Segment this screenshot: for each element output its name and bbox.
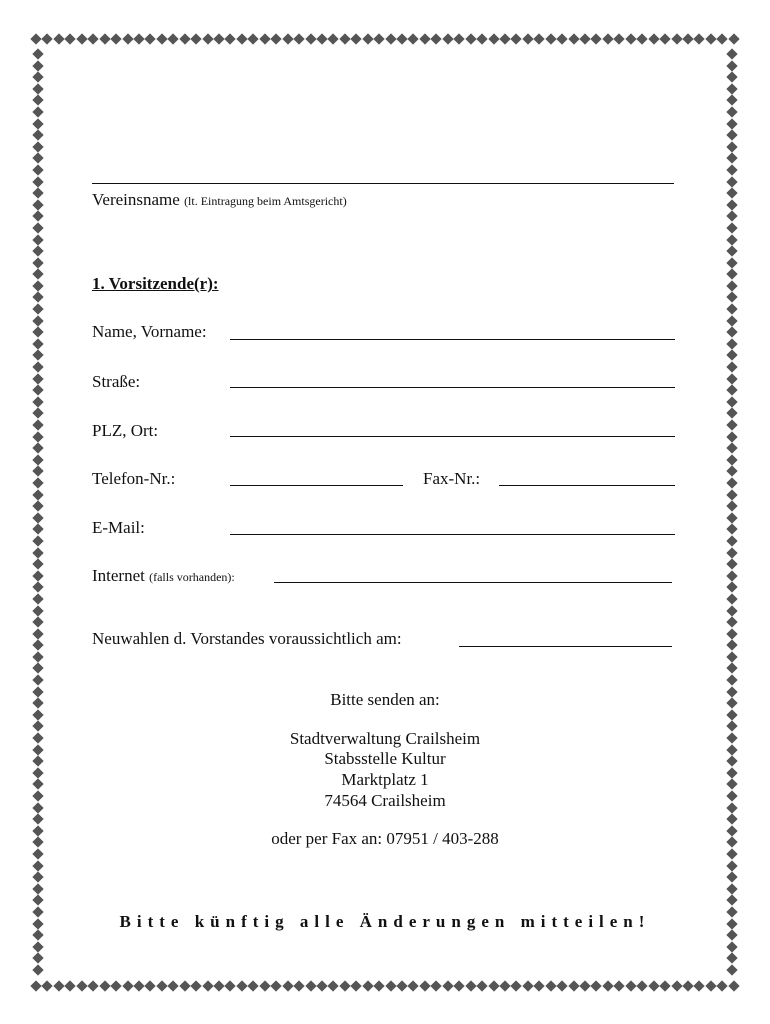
- border-diamond: [511, 980, 522, 991]
- border-diamond: [32, 176, 43, 187]
- border-diamond: [32, 512, 43, 523]
- border-diamond: [42, 980, 53, 991]
- internet-field[interactable]: [274, 582, 672, 583]
- fax-field[interactable]: [499, 485, 675, 486]
- border-diamond: [76, 980, 87, 991]
- border-diamond: [76, 33, 87, 44]
- street-field[interactable]: [230, 387, 675, 388]
- street-label: Straße:: [92, 372, 141, 391]
- border-diamond: [32, 895, 43, 906]
- border-diamond: [32, 489, 43, 500]
- border-diamond: [534, 980, 545, 991]
- border-diamond: [32, 164, 43, 175]
- border-diamond: [726, 60, 737, 71]
- border-diamond: [145, 980, 156, 991]
- phone-field[interactable]: [230, 485, 403, 486]
- border-diamond: [32, 616, 43, 627]
- border-diamond: [726, 199, 737, 210]
- border-diamond: [726, 709, 737, 720]
- border-diamond: [110, 33, 121, 44]
- border-diamond: [454, 33, 465, 44]
- border-diamond: [726, 500, 737, 511]
- border-diamond: [726, 605, 737, 616]
- border-diamond: [156, 33, 167, 44]
- border-diamond: [32, 83, 43, 94]
- border-diamond: [88, 33, 99, 44]
- club-name-label-row: [92, 190, 347, 210]
- border-diamond: [726, 211, 737, 222]
- border-diamond: [99, 980, 110, 991]
- border-diamond: [579, 33, 590, 44]
- border-diamond: [179, 33, 190, 44]
- border-diamond: [614, 33, 625, 44]
- border-diamond: [32, 570, 43, 581]
- border-diamond: [726, 547, 737, 558]
- border-diamond: [726, 48, 737, 59]
- border-diamond: [32, 709, 43, 720]
- border-diamond: [659, 980, 670, 991]
- border-diamond: [442, 33, 453, 44]
- border-diamond: [32, 477, 43, 488]
- border-diamond: [728, 33, 739, 44]
- border-diamond: [373, 980, 384, 991]
- border-diamond: [110, 980, 121, 991]
- border-diamond: [726, 431, 737, 442]
- border-diamond: [591, 980, 602, 991]
- border-diamond: [32, 280, 43, 291]
- border-diamond: [726, 593, 737, 604]
- chair-heading: 1. Vorsitzende(r):: [92, 274, 219, 293]
- border-diamond: [190, 980, 201, 991]
- border-diamond: [465, 980, 476, 991]
- border-diamond: [726, 628, 737, 639]
- border-bottom: [32, 981, 738, 991]
- border-diamond: [385, 33, 396, 44]
- border-diamond: [362, 980, 373, 991]
- border-diamond: [351, 33, 362, 44]
- border-diamond: [32, 338, 43, 349]
- border-diamond: [32, 431, 43, 442]
- border-top: [32, 34, 738, 44]
- border-diamond: [42, 33, 53, 44]
- border-diamond: [454, 980, 465, 991]
- border-diamond: [726, 280, 737, 291]
- border-diamond: [648, 980, 659, 991]
- border-diamond: [556, 980, 567, 991]
- border-diamond: [726, 964, 737, 975]
- border-diamond: [726, 129, 737, 140]
- border-diamond: [328, 980, 339, 991]
- elections-label: Neuwahlen d. Vorstandes voraussichtlich am:: [92, 629, 402, 648]
- border-diamond: [694, 980, 705, 991]
- border-diamond: [32, 466, 43, 477]
- border-diamond: [53, 980, 64, 991]
- border-diamond: [236, 33, 247, 44]
- border-diamond: [488, 33, 499, 44]
- name-field[interactable]: [230, 339, 675, 340]
- border-diamond: [419, 33, 430, 44]
- border-diamond: [726, 327, 737, 338]
- border-diamond: [32, 848, 43, 859]
- border-diamond: [476, 33, 487, 44]
- border-diamond: [726, 83, 737, 94]
- border-diamond: [32, 222, 43, 233]
- border-diamond: [671, 33, 682, 44]
- address-line-4: 74564 Crailsheim: [324, 791, 446, 810]
- border-diamond: [32, 454, 43, 465]
- border-diamond: [726, 489, 737, 500]
- border-diamond: [32, 257, 43, 268]
- border-diamond: [32, 373, 43, 384]
- border-diamond: [32, 408, 43, 419]
- border-diamond: [396, 980, 407, 991]
- border-diamond: [248, 980, 259, 991]
- fax-label: Fax-Nr.:: [423, 469, 481, 488]
- border-diamond: [499, 33, 510, 44]
- club-name-line[interactable]: [92, 183, 674, 184]
- internet-label: Internet: [92, 566, 145, 585]
- border-diamond: [408, 980, 419, 991]
- border-diamond: [726, 512, 737, 523]
- border-diamond: [339, 980, 350, 991]
- border-diamond: [637, 33, 648, 44]
- border-diamond: [168, 980, 179, 991]
- border-diamond: [659, 33, 670, 44]
- club-name-label: Vereinsname: [92, 190, 180, 209]
- border-diamond: [726, 895, 737, 906]
- border-diamond: [32, 547, 43, 558]
- club-name-note: (lt. Eintragung beim Amtsgericht): [184, 194, 347, 208]
- border-diamond: [556, 33, 567, 44]
- send-intro: Bitte senden an:: [330, 690, 440, 709]
- internet-note: (falls vorhanden):: [149, 570, 235, 584]
- border-diamond: [32, 814, 43, 825]
- border-diamond: [726, 141, 737, 152]
- border-diamond: [726, 176, 737, 187]
- border-diamond: [122, 33, 133, 44]
- address-line-2: Stabsstelle Kultur: [324, 749, 446, 768]
- border-diamond: [726, 535, 737, 546]
- border-diamond: [726, 164, 737, 175]
- border-diamond: [32, 443, 43, 454]
- border-diamond: [32, 269, 43, 280]
- border-diamond: [236, 980, 247, 991]
- border-diamond: [726, 477, 737, 488]
- border-diamond: [32, 871, 43, 882]
- border-diamond: [726, 385, 737, 396]
- border-diamond: [726, 234, 737, 245]
- border-diamond: [726, 187, 737, 198]
- border-diamond: [602, 980, 613, 991]
- border-diamond: [99, 33, 110, 44]
- border-diamond: [225, 980, 236, 991]
- border-diamond: [726, 338, 737, 349]
- border-diamond: [705, 980, 716, 991]
- border-diamond: [671, 980, 682, 991]
- border-diamond: [726, 443, 737, 454]
- border-diamond: [726, 106, 737, 117]
- city-label: PLZ, Ort:: [92, 421, 159, 440]
- border-diamond: [65, 980, 76, 991]
- border-diamond: [568, 980, 579, 991]
- border-diamond: [726, 848, 737, 859]
- border-diamond: [351, 980, 362, 991]
- border-diamond: [282, 33, 293, 44]
- border-diamond: [32, 245, 43, 256]
- border-diamond: [726, 118, 737, 129]
- border-diamond: [726, 315, 737, 326]
- border-diamond: [488, 980, 499, 991]
- border-diamond: [726, 396, 737, 407]
- border-diamond: [705, 33, 716, 44]
- border-diamond: [305, 33, 316, 44]
- border-diamond: [305, 980, 316, 991]
- border-diamond: [32, 396, 43, 407]
- border-diamond: [32, 593, 43, 604]
- border-diamond: [568, 33, 579, 44]
- border-diamond: [32, 419, 43, 430]
- border-diamond: [32, 72, 43, 83]
- border-diamond: [32, 605, 43, 616]
- border-diamond: [32, 674, 43, 685]
- border-diamond: [682, 33, 693, 44]
- border-diamond: [293, 33, 304, 44]
- border-diamond: [726, 860, 737, 871]
- border-diamond: [726, 814, 737, 825]
- border-diamond: [32, 350, 43, 361]
- border-diamond: [32, 964, 43, 975]
- border-diamond: [726, 419, 737, 430]
- border-diamond: [32, 141, 43, 152]
- border-diamond: [726, 153, 737, 164]
- border-diamond: [32, 558, 43, 569]
- border-diamond: [511, 33, 522, 44]
- border-diamond: [625, 33, 636, 44]
- border-diamond: [726, 941, 737, 952]
- border-diamond: [522, 980, 533, 991]
- border-diamond: [32, 883, 43, 894]
- border-diamond: [717, 980, 728, 991]
- border-diamond: [30, 33, 41, 44]
- border-diamond: [133, 33, 144, 44]
- border-diamond: [373, 33, 384, 44]
- border-diamond: [32, 48, 43, 59]
- name-label: Name, Vorname:: [92, 322, 207, 341]
- border-diamond: [32, 129, 43, 140]
- border-diamond: [339, 33, 350, 44]
- border-diamond: [602, 33, 613, 44]
- border-diamond: [726, 292, 737, 303]
- border-diamond: [32, 361, 43, 372]
- border-diamond: [30, 980, 41, 991]
- border-diamond: [293, 980, 304, 991]
- border-diamond: [32, 385, 43, 396]
- border-diamond: [32, 582, 43, 593]
- border-diamond: [726, 350, 737, 361]
- border-diamond: [179, 980, 190, 991]
- border-diamond: [726, 558, 737, 569]
- fax-instruction: oder per Fax an: 07951 / 403-288: [271, 829, 499, 848]
- border-diamond: [32, 153, 43, 164]
- border-diamond: [271, 33, 282, 44]
- border-diamond: [726, 616, 737, 627]
- border-diamond: [726, 466, 737, 477]
- border-diamond: [545, 33, 556, 44]
- border-diamond: [637, 980, 648, 991]
- border-diamond: [726, 663, 737, 674]
- border-diamond: [726, 883, 737, 894]
- border-diamond: [726, 674, 737, 685]
- border-diamond: [145, 33, 156, 44]
- border-diamond: [682, 980, 693, 991]
- border-diamond: [32, 234, 43, 245]
- border-diamond: [726, 408, 737, 419]
- border-diamond: [259, 980, 270, 991]
- border-diamond: [726, 95, 737, 106]
- border-diamond: [726, 524, 737, 535]
- border-diamond: [726, 953, 737, 964]
- border-diamond: [476, 980, 487, 991]
- border-diamond: [726, 361, 737, 372]
- border-diamond: [726, 257, 737, 268]
- border-diamond: [648, 33, 659, 44]
- border-diamond: [213, 980, 224, 991]
- border-diamond: [726, 269, 737, 280]
- border-diamond: [328, 33, 339, 44]
- border-diamond: [32, 651, 43, 662]
- border-diamond: [316, 980, 327, 991]
- border-diamond: [32, 663, 43, 674]
- border-diamond: [316, 33, 327, 44]
- border-diamond: [726, 222, 737, 233]
- border-diamond: [282, 980, 293, 991]
- border-diamond: [726, 570, 737, 581]
- internet-label-row: [92, 566, 235, 586]
- border-diamond: [396, 33, 407, 44]
- border-diamond: [32, 628, 43, 639]
- closing-note: Bitte künftig alle Änderungen mitteilen!: [119, 912, 651, 931]
- elections-date-field[interactable]: [459, 646, 672, 647]
- border-diamond: [522, 33, 533, 44]
- border-diamond: [32, 860, 43, 871]
- border-diamond: [190, 33, 201, 44]
- border-diamond: [122, 980, 133, 991]
- border-diamond: [32, 941, 43, 952]
- border-diamond: [726, 651, 737, 662]
- border-diamond: [499, 980, 510, 991]
- border-diamond: [431, 33, 442, 44]
- border-diamond: [579, 980, 590, 991]
- border-diamond: [728, 980, 739, 991]
- border-diamond: [32, 211, 43, 222]
- border-diamond: [32, 535, 43, 546]
- border-diamond: [32, 500, 43, 511]
- border-diamond: [32, 106, 43, 117]
- border-diamond: [32, 303, 43, 314]
- border-diamond: [133, 980, 144, 991]
- border-diamond: [717, 33, 728, 44]
- border-diamond: [726, 582, 737, 593]
- border-diamond: [726, 303, 737, 314]
- email-field[interactable]: [230, 534, 675, 535]
- border-diamond: [465, 33, 476, 44]
- border-diamond: [156, 980, 167, 991]
- border-diamond: [442, 980, 453, 991]
- address-line-1: Stadtverwaltung Crailsheim: [289, 729, 481, 748]
- border-diamond: [726, 373, 737, 384]
- border-diamond: [225, 33, 236, 44]
- border-diamond: [259, 33, 270, 44]
- border-diamond: [362, 33, 373, 44]
- border-diamond: [32, 524, 43, 535]
- border-diamond: [726, 640, 737, 651]
- email-label: E-Mail:: [92, 518, 145, 537]
- border-diamond: [385, 980, 396, 991]
- border-diamond: [625, 980, 636, 991]
- phone-label: Telefon-Nr.:: [92, 469, 176, 488]
- border-diamond: [32, 187, 43, 198]
- border-diamond: [32, 199, 43, 210]
- border-diamond: [545, 980, 556, 991]
- border-diamond: [32, 327, 43, 338]
- city-field[interactable]: [230, 436, 675, 437]
- border-diamond: [419, 980, 430, 991]
- border-diamond: [32, 315, 43, 326]
- border-diamond: [202, 980, 213, 991]
- border-diamond: [88, 980, 99, 991]
- border-diamond: [694, 33, 705, 44]
- border-diamond: [726, 245, 737, 256]
- border-diamond: [32, 118, 43, 129]
- border-diamond: [614, 980, 625, 991]
- border-diamond: [32, 292, 43, 303]
- border-diamond: [591, 33, 602, 44]
- border-diamond: [726, 871, 737, 882]
- border-diamond: [202, 33, 213, 44]
- border-diamond: [32, 60, 43, 71]
- border-diamond: [726, 72, 737, 83]
- border-diamond: [65, 33, 76, 44]
- border-diamond: [431, 980, 442, 991]
- border-diamond: [32, 640, 43, 651]
- border-diamond: [53, 33, 64, 44]
- border-diamond: [213, 33, 224, 44]
- address-line-3: Marktplatz 1: [341, 770, 429, 789]
- border-diamond: [534, 33, 545, 44]
- border-diamond: [32, 953, 43, 964]
- border-diamond: [248, 33, 259, 44]
- border-diamond: [726, 454, 737, 465]
- border-diamond: [32, 95, 43, 106]
- border-diamond: [271, 980, 282, 991]
- border-diamond: [408, 33, 419, 44]
- border-diamond: [168, 33, 179, 44]
